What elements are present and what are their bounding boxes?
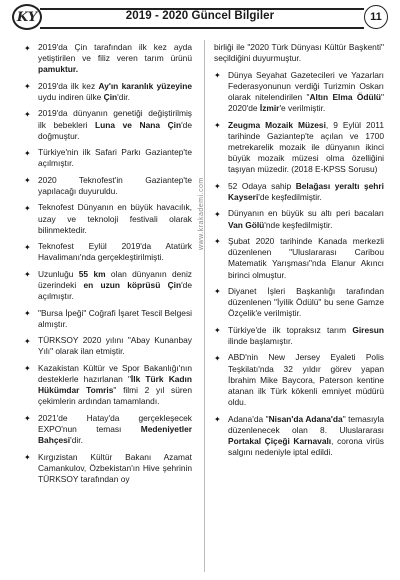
bullet-icon xyxy=(214,286,225,296)
fact-text: Türkiye'de ilk topraksız tarım xyxy=(228,324,353,335)
fact-text: 'e verilmiştir. xyxy=(279,103,326,114)
fact-text: birliği ile "2020 Türk Dünyası Kültür Başkenti" seçildiğini duyurmuştur. xyxy=(214,42,384,64)
fact-highlight: Altın Elma Ödülü xyxy=(309,92,382,102)
page-number: 11 xyxy=(364,5,388,29)
fact-item xyxy=(24,452,192,486)
right-column xyxy=(214,42,384,464)
bullet-icon xyxy=(24,81,35,91)
fact-highlight: Portakal Çiçeği Karnavalı xyxy=(228,435,332,446)
fact-text: " 2020'de xyxy=(228,92,384,114)
fact-item xyxy=(214,42,384,64)
fact-highlight: Ay'ın karanlık yüzeyine xyxy=(98,80,192,91)
page-title: 2019 - 2020 Güncel Bilgiler xyxy=(125,10,275,22)
fact-text: Adana'da " xyxy=(228,413,269,424)
fact-text: 'de doğmuştur. xyxy=(38,119,192,141)
fact-text: 'dir. xyxy=(70,435,83,446)
fact-text: Şubat 2020 tarihinde Kanada merkezli düzenlenen "Uluslararası Caribou Matematik Yarışması"nda Elanur Akıncı birinci olmuştur. xyxy=(228,235,384,280)
fact-item xyxy=(214,236,384,281)
fact-item xyxy=(24,241,192,263)
fact-text: , corona virüs salgını nedeniyle iptal edildi. xyxy=(228,435,384,458)
fact-text: 2021'de Hatay'da gerçekleşecek EXPO'nun teması xyxy=(38,412,192,434)
fact-text: 'nde keşfedilmiştir. xyxy=(264,219,333,230)
fact-item xyxy=(214,208,384,230)
fact-text: Dünyanın en büyük su altı peri bacaları xyxy=(228,208,384,219)
fact-highlight: en uzun köprüsü Çin xyxy=(83,279,182,290)
bullet-icon xyxy=(24,43,35,53)
fact-text: 2019'da dünyanın genetiği değiştirilmiş ilk bebekleri xyxy=(38,108,192,130)
bullet-icon xyxy=(24,242,35,252)
fact-item xyxy=(24,308,192,330)
fact-text: 2019'da ilk kez xyxy=(38,80,99,91)
fact-item xyxy=(24,202,192,236)
fact-highlight: pamuktur. xyxy=(38,64,79,75)
fact-highlight: İzmir xyxy=(259,103,280,114)
watermark: www.krakademi.com xyxy=(198,177,205,250)
fact-text: " filmi 2 yıl süren çekimlerin ardından tamamlandı. xyxy=(38,385,192,407)
bullet-icon xyxy=(24,363,35,373)
left-column xyxy=(24,42,192,490)
fact-item xyxy=(214,286,384,320)
bullet-icon xyxy=(24,148,35,158)
fact-text: Türkiye'nin ilk Safari Parkı Gaziantep'te açılmıştır. xyxy=(38,147,192,169)
fact-item xyxy=(24,175,192,197)
fact-text: Kırgızistan Kültür Bakanı Azamat Camankulov, Özbekistan'ın Hive şehrinin TÜRKSOY tarafından oy xyxy=(38,451,192,484)
fact-text: Teknofest Eylül 2019'da Atatürk Havalimanı'nda gerçekleştirilmişti. xyxy=(38,241,192,263)
fact-text: Kazakistan Kültür ve Spor Bakanlığı'nın desteklerle hazırlanan " xyxy=(38,362,192,384)
fact-highlight: Belağası yeraltı şehri Kayseri xyxy=(228,180,384,202)
fact-highlight: Van Gölü xyxy=(228,219,265,230)
fact-text: 52 Odaya sahip xyxy=(228,180,296,191)
bullet-icon xyxy=(214,325,225,335)
fact-item xyxy=(214,181,384,203)
fact-text: 'de açılmıştır. xyxy=(38,279,192,302)
fact-text: " temasıyla düzenlenecek olan 8. Uluslararası xyxy=(228,413,384,435)
fact-item xyxy=(214,352,384,408)
fact-highlight: Luna ve Nana Çin xyxy=(95,119,182,130)
bullet-icon xyxy=(214,120,225,130)
bullet-icon xyxy=(214,181,225,191)
fact-highlight: Medeniyetler Bahçesi xyxy=(38,423,192,446)
fact-item xyxy=(24,108,192,142)
fact-highlight: İlk Türk Kadın Hükümdar Tomris xyxy=(38,373,192,396)
fact-text: 'de keşfedilmiştir. xyxy=(258,192,322,202)
fact-text: ilinde başlamıştır. xyxy=(228,335,293,346)
fact-item xyxy=(24,269,192,303)
fact-item xyxy=(24,81,192,103)
fact-highlight: 55 km xyxy=(78,268,106,279)
fact-item xyxy=(24,335,192,357)
bullet-icon xyxy=(24,203,35,213)
bullet-icon xyxy=(214,414,225,424)
fact-text: "Bursa İpeği" Coğrafi İşaret Tescil Belgesi almıştır. xyxy=(38,307,192,329)
bullet-icon xyxy=(214,209,225,219)
publisher-logo: KY xyxy=(12,4,42,30)
bullet-icon xyxy=(24,413,35,423)
fact-text: 2019'da Çin tarafından ilk kez ayda yetiştirilen ve filiz veren tarım ürünü xyxy=(38,42,192,64)
fact-text: , 9 Eylül 2011 tarihinde Gaziantep'te açılan ve 1700 metrekarelik mozaik ile dünyanın ikinci büyük mozaik müzesi olma özelliğini taşıyan müzedir. (2018 E-KPSS Sorusu) xyxy=(228,119,384,175)
fact-text: olan dünyanın deniz üzerindeki xyxy=(38,268,192,290)
fact-text: uydu indiren ülke xyxy=(38,92,104,102)
fact-text: TÜRKSOY 2020 yılını "Abay Kunanbay Yılı" olarak ilan etmiştir. xyxy=(38,335,192,357)
fact-text: Teknofest Dünyanın en büyük havacılık, uzay ve teknoloji festivali olarak bilinmektedir. xyxy=(38,202,192,235)
fact-highlight: Giresun xyxy=(352,324,384,335)
fact-text: Diyanet İşleri Başkanlığı tarafından düzenlenen "İyilik Ödülü" bu sene Gamze Özçelik'e verilmiştir. xyxy=(228,285,384,319)
fact-text: ABD'nin New Jersey Eyaleti Polis Teşkilatı'nda 32 yıldır görev yapan İbrahim Mike Baycora, Paterson kentine atanan ilk Türk kökenli emniyet müdürü oldu. xyxy=(228,352,384,408)
fact-text: Dünya Seyahat Gazetecileri ve Yazarları Federasyonunun verdiği Turizmin Oskarı olarak nitelendirilen " xyxy=(228,69,384,102)
fact-highlight: Zeugma Mozaik Müzesi xyxy=(228,119,326,130)
fact-item xyxy=(214,414,384,459)
bullet-icon xyxy=(24,336,35,346)
bullet-icon xyxy=(24,269,35,279)
fact-item xyxy=(214,325,384,347)
column-divider xyxy=(204,40,205,572)
fact-item xyxy=(214,70,384,115)
fact-item xyxy=(24,147,192,169)
bullet-icon xyxy=(24,175,35,185)
header-rule-bottom xyxy=(40,27,364,29)
bullet-icon xyxy=(24,308,35,318)
fact-item xyxy=(24,42,192,76)
fact-text: 'dir. xyxy=(117,92,130,102)
bullet-icon xyxy=(214,236,225,246)
fact-item xyxy=(214,120,384,176)
bullet-icon xyxy=(24,109,35,119)
fact-item xyxy=(24,363,192,408)
fact-highlight: Çin xyxy=(103,92,118,102)
fact-item xyxy=(24,413,192,447)
fact-text: Uzunluğu xyxy=(38,268,79,279)
fact-highlight: Nisan'da Adana'da xyxy=(268,413,343,424)
bullet-icon xyxy=(24,452,35,462)
bullet-icon xyxy=(214,353,225,363)
fact-text: 2020 Teknofest'in Gaziantep'te yapılacağı duyuruldu. xyxy=(38,174,192,196)
bullet-icon xyxy=(214,70,225,80)
